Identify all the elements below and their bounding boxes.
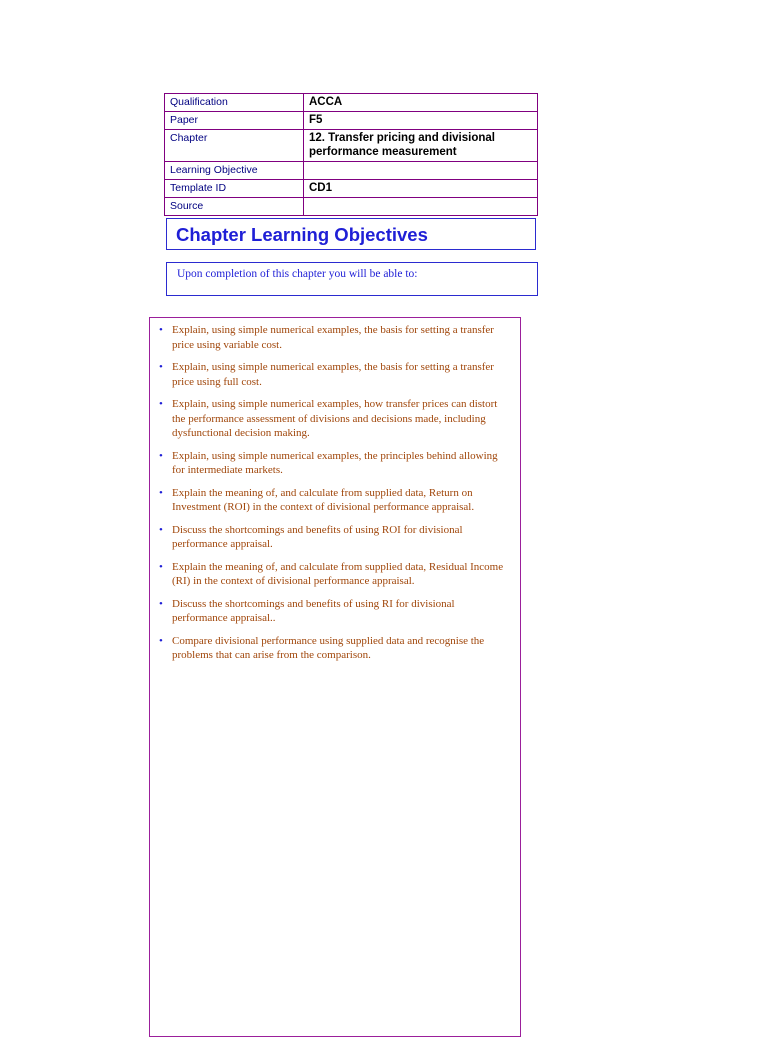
metadata-row-qualification <box>165 94 538 112</box>
list-item <box>159 397 512 441</box>
objectives-list <box>150 318 520 663</box>
list-item <box>159 597 512 626</box>
list-item <box>159 634 512 663</box>
metadata-label: Qualification <box>165 94 304 112</box>
bullet-icon: • <box>159 634 163 647</box>
heading-box <box>166 218 536 250</box>
intro-text: Upon completion of this chapter you will be able to: <box>177 268 418 280</box>
objectives-box <box>149 317 521 1037</box>
bullet-icon: • <box>159 449 163 462</box>
metadata-label: Learning Objective <box>165 162 304 180</box>
metadata-label: Paper <box>165 112 304 130</box>
bullet-icon: • <box>159 324 163 336</box>
bullet-icon: • <box>159 597 163 610</box>
intro-box <box>166 262 538 296</box>
objective-text: Explain, using simple numerical examples, the basis for setting a transfer price using full cost. <box>172 361 494 388</box>
objective-text: Explain, using simple numerical examples, the basis for setting a transfer price using variable cost. <box>172 324 494 351</box>
objective-text: Explain the meaning of, and calculate from supplied data, Residual Income (RI) in the context of divisional performance appraisal. <box>172 560 504 587</box>
metadata-row-source <box>165 198 538 216</box>
metadata-value <box>304 162 538 180</box>
list-item <box>159 449 512 478</box>
metadata-row-learning-objective <box>165 162 538 180</box>
list-item <box>159 560 512 589</box>
bullet-icon: • <box>159 361 163 373</box>
metadata-row-template-id <box>165 180 538 198</box>
list-item <box>159 523 512 552</box>
objective-text: Explain, using simple numerical examples, how transfer prices can distort the performance assessment of divisions and decisions made, including dysfunctional decision making. <box>172 398 498 439</box>
bullet-icon: • <box>159 523 163 536</box>
bullet-icon: • <box>159 486 163 499</box>
objective-text: Discuss the shortcomings and benefits of using RI for divisional performance appraisal.. <box>172 597 455 624</box>
metadata-label: Chapter <box>165 130 304 162</box>
objective-text: Discuss the shortcomings and benefits of using ROI for divisional performance appraisal. <box>172 523 463 550</box>
objective-text: Compare divisional performance using supplied data and recognise the problems that can arise from the comparison. <box>172 634 485 661</box>
objective-text: Explain, using simple numerical examples, the principles behind allowing for intermediate markets. <box>172 449 498 476</box>
bullet-icon: • <box>159 398 163 410</box>
metadata-value: CD1 <box>304 180 538 198</box>
metadata-value <box>304 198 538 216</box>
metadata-label: Source <box>165 198 304 216</box>
list-item <box>159 360 512 389</box>
list-item <box>159 323 512 352</box>
metadata-table <box>164 93 538 216</box>
metadata-label: Template ID <box>165 180 304 198</box>
metadata-row-chapter <box>165 130 538 162</box>
objective-text: Explain the meaning of, and calculate from supplied data, Return on Investment (ROI) in the context of divisional performance appraisal. <box>172 486 475 513</box>
page-title: Chapter Learning Objectives <box>176 224 428 245</box>
metadata-value: 12. Transfer pricing and divisional performance measurement <box>304 130 538 162</box>
metadata-row-paper <box>165 112 538 130</box>
bullet-icon: • <box>159 560 163 573</box>
metadata-value: F5 <box>304 112 538 130</box>
metadata-value: ACCA <box>304 94 538 112</box>
list-item <box>159 486 512 515</box>
